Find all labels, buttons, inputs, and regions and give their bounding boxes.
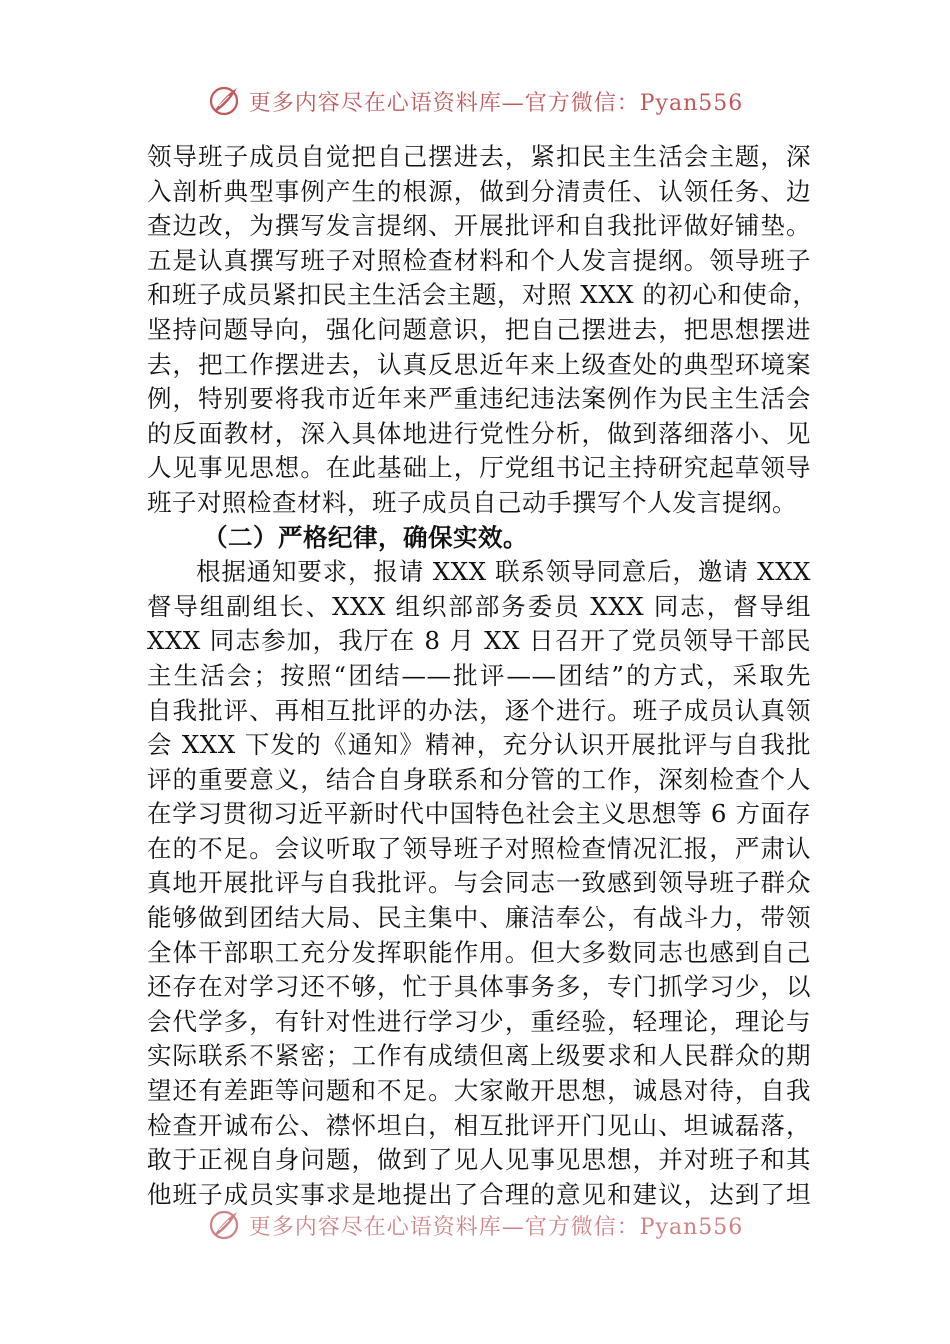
body-line: 人见事见思想。在此基础上，厅党组书记主持研究起草领导 [147,453,811,483]
watermark-header [0,84,950,118]
body-line: 自我批评、再相互批评的办法，逐个进行。班子成员认真领 [147,695,811,725]
paragraph-first-line: 根据通知要求，报请 XXX 联系领导同意后，邀请 XXX [196,557,811,587]
body-line: 例，特别要将我市近年来严重违纪违法案例作为民主生活会 [147,384,811,414]
body-line: 去，把工作摆进去，认真反思近年来上级查处的典型环境案 [147,349,811,379]
section-heading: （二）严格纪律，确保实效。 [203,522,528,552]
watermark-footer [0,1208,950,1242]
body-line: 的反面教材，深入具体地进行党性分析，做到落细落小、见 [147,418,811,448]
body-line: 检查开诚布公、襟怀坦白，相互批评开门见山、坦诚磊落， [147,1110,811,1140]
body-line: 督导组副组长、XXX 组织部部务委员 XXX 同志，督导组 [147,591,811,621]
body-line: 领导班子成员自觉把自己摆进去，紧扣民主生活会主题，深 [147,142,811,171]
body-line: 还存在对学习还不够，忙于具体事务多，专门抓学习少，以 [147,972,811,1002]
body-line: 五是认真撰写班子对照检查材料和个人发言提纲。领导班子 [147,245,811,275]
body-line: 在学习贯彻习近平新时代中国特色社会主义思想等 6 方面存 [147,799,811,829]
body-line: 会代学多，有针对性进行学习少，重经验，轻理论，理论与 [147,1006,811,1036]
body-line: 真地开展批评与自我批评。与会同志一致感到领导班子群众 [147,868,811,898]
body-line: 在的不足。会议听取了领导班子对照检查情况汇报，严肃认 [147,833,811,863]
body-line: 查边改，为撰写发言提纲、开展批评和自我批评做好铺垫。 [147,211,811,241]
body-line: 坚持问题导向，强化问题意识，把自己摆进去，把思想摆进 [147,314,811,344]
watermark-text: 更多内容尽在心语资料库—官方微信：Pyan556 [248,1214,744,1240]
body-line: 实际联系不紧密；工作有成绩但离上级要求和人民群众的期 [147,1041,811,1071]
body-line: 评的重要意义，结合自身联系和分管的工作，深刻检查个人 [147,764,811,794]
body-line: 敢于正视自身问题，做到了见人见事见思想，并对班子和其 [147,1145,811,1175]
body-line: 入剖析典型事例产生的根源，做到分清责任、认领任务、边 [147,176,811,206]
feather-pen-logo-icon [207,1208,241,1242]
body-line: XXX 同志参加，我厅在 8 月 XX 日召开了党员领导干部民 [147,626,811,656]
body-line: 他班子成员实事求是地提出了合理的意见和建议，达到了坦 [147,1179,811,1209]
body-line: 能够做到团结大局、民主集中、廉洁奉公，有战斗力，带领 [147,903,811,933]
body-line: 望还有差距等问题和不足。大家敞开思想，诚恳对待，自我 [147,1076,811,1106]
document-body [147,140,818,1212]
feather-pen-logo-icon [207,84,241,118]
body-line: 和班子成员紧扣民主生活会主题，对照 XXX 的初心和使命， [147,280,818,310]
body-line: 会 XXX 下发的《通知》精神，充分认识开展批评与自我批 [147,730,811,760]
body-line: 主生活会；按照“团结——批评——团结”的方式，采取先 [147,660,811,690]
watermark-text: 更多内容尽在心语资料库—官方微信：Pyan556 [248,90,744,116]
body-line: 班子对照检查材料，班子成员自己动手撰写个人发言提纲。 [147,487,797,517]
body-line: 全体干部职工充分发挥职能作用。但大多数同志也感到自己 [147,937,811,967]
